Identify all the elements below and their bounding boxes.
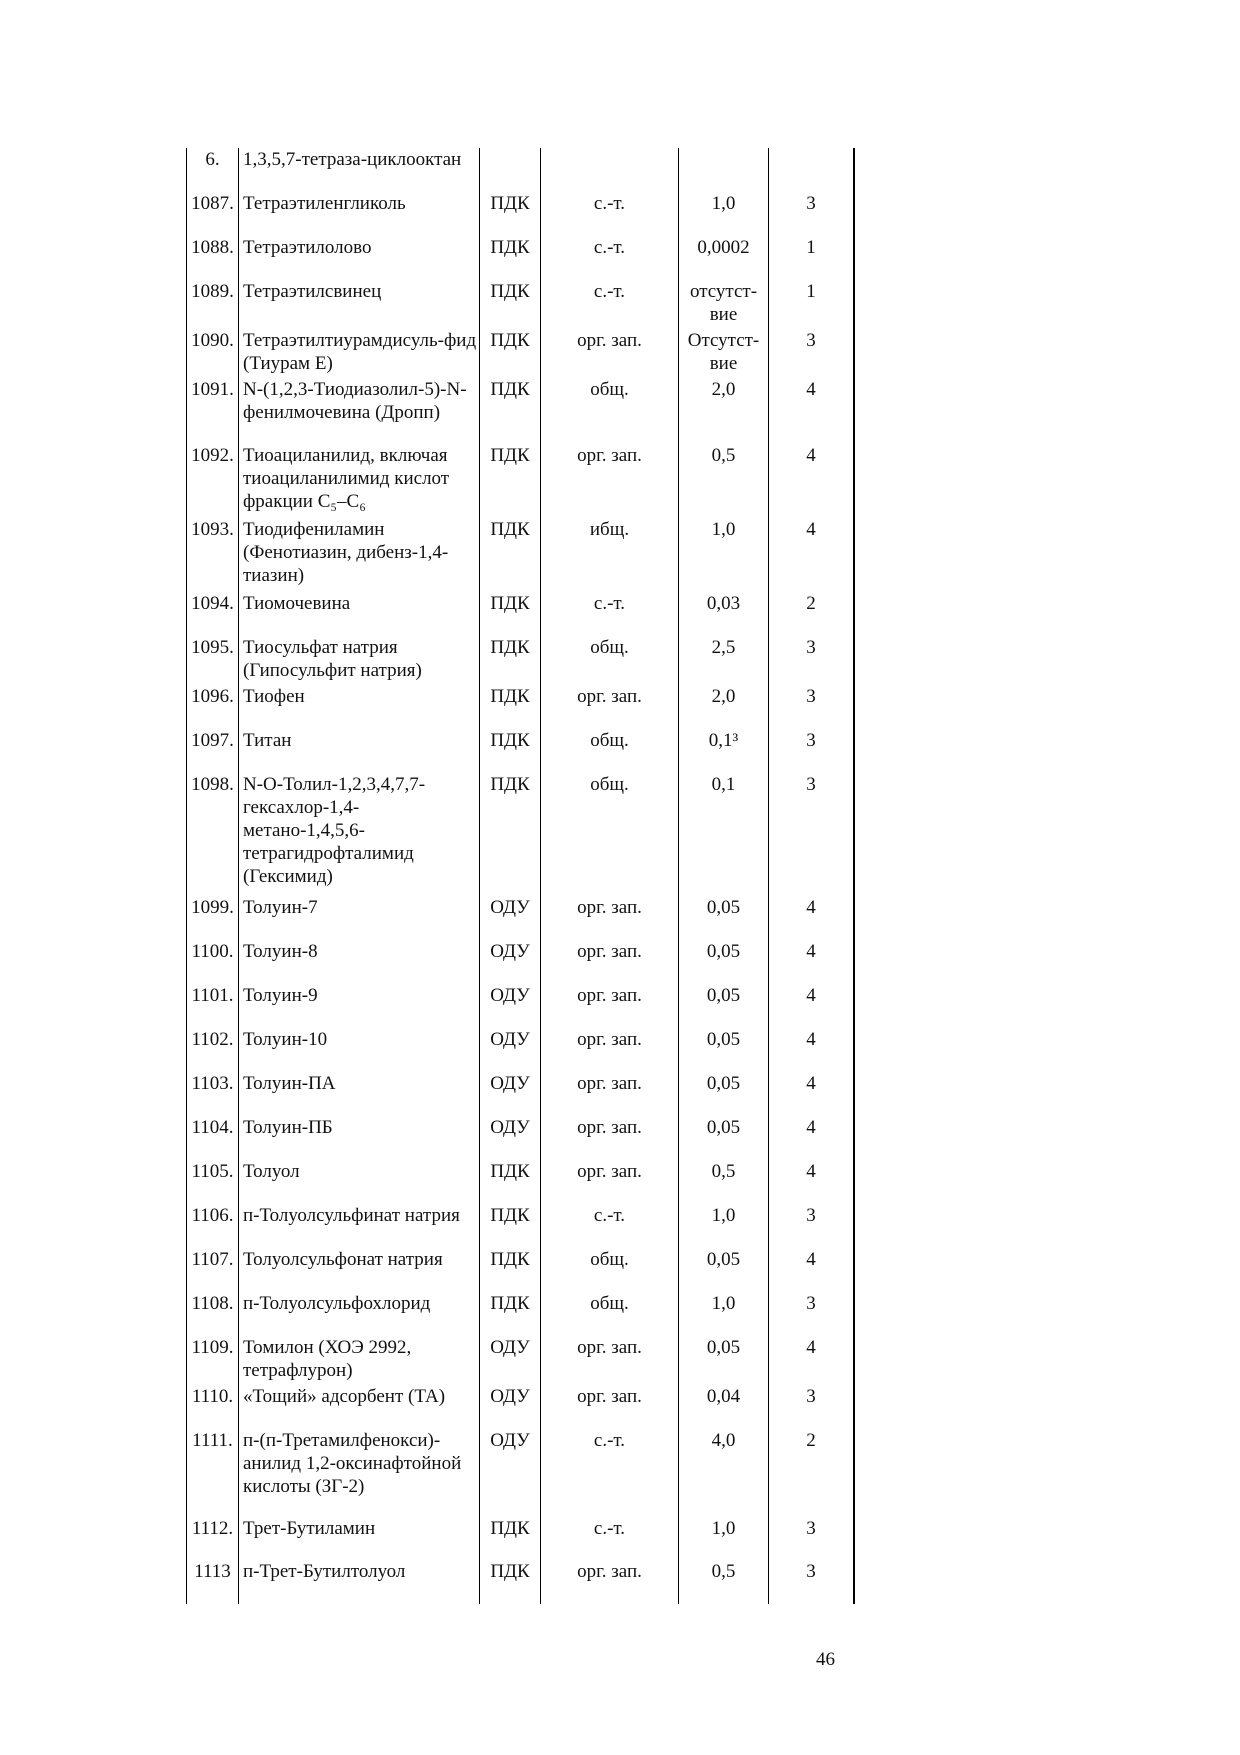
substance-name: п-Толуолсульфохлорид — [239, 1292, 480, 1336]
table-row — [187, 1028, 855, 1072]
standard-type: ОДУ — [480, 896, 541, 940]
row-number: 1104. — [187, 1116, 239, 1160]
hazard-indicator: орг. зап. — [541, 1385, 679, 1429]
row-number: 1090. — [187, 329, 239, 378]
substance-name: п-Толуолсульфинат натрия — [239, 1204, 480, 1248]
concentration-value: 0,0002 — [679, 236, 769, 280]
table-row — [187, 773, 855, 896]
hazard-class: 4 — [769, 1160, 855, 1204]
standard-type: ПДК — [480, 444, 541, 518]
substance-name: Толуолсульфонат натрия — [239, 1248, 480, 1292]
standard-type: ПДК — [480, 518, 541, 592]
hazard-class: 3 — [769, 636, 855, 685]
substance-name: «Тощий» адсорбент (ТА) — [239, 1385, 480, 1429]
substance-name: Тетраэтилтиурамдисуль-фид (Тиурам Е) — [239, 329, 480, 378]
substance-name: п-Трет-Бутилтолуол — [239, 1560, 480, 1604]
substance-name: Титан — [239, 729, 480, 773]
concentration-value: 0,5 — [679, 1560, 769, 1604]
standard-type: ОДУ — [480, 1385, 541, 1429]
hazard-class: 3 — [769, 192, 855, 236]
table-row — [187, 444, 855, 518]
concentration-value: 2,0 — [679, 685, 769, 729]
table-row — [187, 1248, 855, 1292]
concentration-value: 2,0 — [679, 378, 769, 444]
hazard-indicator: орг. зап. — [541, 444, 679, 518]
substance-name: Тетраэтилсвинец — [239, 280, 480, 329]
row-number: 1088. — [187, 236, 239, 280]
concentration-value — [679, 148, 769, 192]
table-row — [187, 1385, 855, 1429]
hazard-indicator: с.-т. — [541, 280, 679, 329]
hazard-class: 3 — [769, 1385, 855, 1429]
hazard-class: 3 — [769, 773, 855, 896]
page-number: 46 — [816, 1649, 835, 1670]
hazard-indicator: общ. — [541, 378, 679, 444]
table-row — [187, 148, 855, 192]
hazard-indicator: орг. зап. — [541, 984, 679, 1028]
table-row — [187, 1292, 855, 1336]
hazard-indicator: орг. зап. — [541, 940, 679, 984]
hazard-class: 4 — [769, 444, 855, 518]
table-row — [187, 1336, 855, 1385]
row-number: 1111. — [187, 1429, 239, 1517]
standard-type: ОДУ — [480, 1028, 541, 1072]
concentration-value: 0,05 — [679, 1028, 769, 1072]
hazard-class: 4 — [769, 984, 855, 1028]
hazard-class: 4 — [769, 1116, 855, 1160]
substance-name: Толуин-7 — [239, 896, 480, 940]
hazard-indicator: с.-т. — [541, 1517, 679, 1561]
concentration-value: 0,05 — [679, 984, 769, 1028]
standard-type: ОДУ — [480, 940, 541, 984]
hazard-indicator: с.-т. — [541, 236, 679, 280]
row-number: 1087. — [187, 192, 239, 236]
hazard-indicator: орг. зап. — [541, 685, 679, 729]
standard-type: ОДУ — [480, 1116, 541, 1160]
standard-type: ПДК — [480, 1292, 541, 1336]
concentration-value: 0,05 — [679, 1336, 769, 1385]
hazard-class: 4 — [769, 896, 855, 940]
row-number: 1109. — [187, 1336, 239, 1385]
standard-type: ПДК — [480, 280, 541, 329]
table-row — [187, 984, 855, 1028]
concentration-value: 2,5 — [679, 636, 769, 685]
hazard-class: 3 — [769, 1292, 855, 1336]
concentration-value: 0,05 — [679, 1248, 769, 1292]
hazard-class: 4 — [769, 378, 855, 444]
table-row — [187, 192, 855, 236]
table-row — [187, 280, 855, 329]
standard-type: ПДК — [480, 685, 541, 729]
substance-name: N-(1,2,3-Тиодиазолил-5)-N-фенилмочевина (Дропп) — [239, 378, 480, 444]
table-row — [187, 1560, 855, 1604]
row-number: 1100. — [187, 940, 239, 984]
standard-type: ПДК — [480, 592, 541, 636]
hazard-indicator: орг. зап. — [541, 896, 679, 940]
hazard-indicator: орг. зап. — [541, 1028, 679, 1072]
substance-name: 1,3,5,7-тетраза-циклооктан — [239, 148, 480, 192]
substance-name: Толуин-8 — [239, 940, 480, 984]
substance-name: Тетраэтилолово — [239, 236, 480, 280]
concentration-value: 0,05 — [679, 940, 769, 984]
hazard-indicator — [541, 148, 679, 192]
concentration-value: 1,0 — [679, 1292, 769, 1336]
substance-name: Тетраэтиленгликоль — [239, 192, 480, 236]
row-number: 1096. — [187, 685, 239, 729]
row-number: 1094. — [187, 592, 239, 636]
hazard-class: 1 — [769, 236, 855, 280]
standard-type: ПДК — [480, 1160, 541, 1204]
row-number: 1089. — [187, 280, 239, 329]
concentration-value: 1,0 — [679, 1204, 769, 1248]
table-row — [187, 1517, 855, 1561]
standard-type: ПДК — [480, 1517, 541, 1561]
hazard-class: 4 — [769, 1072, 855, 1116]
hazard-class: 1 — [769, 280, 855, 329]
hazard-indicator: ибщ. — [541, 518, 679, 592]
standard-type: ПДК — [480, 1204, 541, 1248]
substance-name: Тиосульфат натрия (Гипосульфит натрия) — [239, 636, 480, 685]
concentration-value: 0,5 — [679, 444, 769, 518]
row-number: 1103. — [187, 1072, 239, 1116]
substance-name: Томилон (ХОЭ 2992, тетрафлурон) — [239, 1336, 480, 1385]
concentration-value: 0,05 — [679, 896, 769, 940]
row-number: 1092. — [187, 444, 239, 518]
hazard-class: 4 — [769, 1248, 855, 1292]
hazard-class: 3 — [769, 329, 855, 378]
concentration-value: 1,0 — [679, 1517, 769, 1561]
hazard-indicator: орг. зап. — [541, 1116, 679, 1160]
hazard-class: 2 — [769, 1429, 855, 1517]
row-number: 1099. — [187, 896, 239, 940]
standard-type: ПДК — [480, 1248, 541, 1292]
substance-name: Толуин-10 — [239, 1028, 480, 1072]
row-number: 1098. — [187, 773, 239, 896]
concentration-value: 0,5 — [679, 1160, 769, 1204]
row-number: 1112. — [187, 1517, 239, 1561]
substance-name: Трет-Бутиламин — [239, 1517, 480, 1561]
table-row — [187, 1429, 855, 1517]
row-number: 1113 — [187, 1560, 239, 1604]
concentration-value: отсутст-вие — [679, 280, 769, 329]
row-number: 1097. — [187, 729, 239, 773]
hazard-indicator: общ. — [541, 1248, 679, 1292]
hazard-indicator: с.-т. — [541, 1429, 679, 1517]
table-row — [187, 236, 855, 280]
table-row — [187, 329, 855, 378]
row-number: 1091. — [187, 378, 239, 444]
hazard-indicator: орг. зап. — [541, 1072, 679, 1116]
hazard-class: 4 — [769, 1028, 855, 1072]
substance-name: Толуол — [239, 1160, 480, 1204]
standard-type: ПДК — [480, 773, 541, 896]
concentration-value: 0,1 — [679, 773, 769, 896]
hazard-class: 4 — [769, 1336, 855, 1385]
hazard-indicator: общ. — [541, 729, 679, 773]
table-row — [187, 940, 855, 984]
substances-table — [186, 148, 855, 1604]
row-number: 1093. — [187, 518, 239, 592]
substance-name: Толуин-9 — [239, 984, 480, 1028]
table-body — [187, 148, 855, 1604]
concentration-value: 1,0 — [679, 518, 769, 592]
hazard-class: 3 — [769, 685, 855, 729]
substance-name: п-(п-Третамилфенокси)-анилид 1,2-оксинафтойной кислоты (ЗГ-2) — [239, 1429, 480, 1517]
hazard-class: 3 — [769, 1204, 855, 1248]
row-number: 1101. — [187, 984, 239, 1028]
table-row — [187, 636, 855, 685]
table-row — [187, 1160, 855, 1204]
hazard-class: 3 — [769, 729, 855, 773]
substance-name: Тиодифениламин (Фенотиазин, дибенз-1,4-тиазин) — [239, 518, 480, 592]
hazard-class: 2 — [769, 592, 855, 636]
hazard-class — [769, 148, 855, 192]
hazard-class: 4 — [769, 518, 855, 592]
row-number: 1105. — [187, 1160, 239, 1204]
standard-type: ОДУ — [480, 1429, 541, 1517]
table-row — [187, 378, 855, 444]
table-row — [187, 1204, 855, 1248]
row-number: 1107. — [187, 1248, 239, 1292]
hazard-indicator: общ. — [541, 1292, 679, 1336]
substance-name: Тиоациланилид, включая тиоациланилимид кислот фракции C₅–C₆ — [239, 444, 480, 518]
standard-type: ПДК — [480, 729, 541, 773]
hazard-indicator: орг. зап. — [541, 1336, 679, 1385]
standard-type: ОДУ — [480, 984, 541, 1028]
standard-type: ПДК — [480, 378, 541, 444]
hazard-class: 4 — [769, 940, 855, 984]
row-number: 6. — [187, 148, 239, 192]
substance-name: N-O-Толил-1,2,3,4,7,7-гексахлор-1,4-метано-1,4,5,6-тетрагидрофталимид (Гексимид) — [239, 773, 480, 896]
substance-name: Толуин-ПА — [239, 1072, 480, 1116]
table-row — [187, 685, 855, 729]
hazard-indicator: орг. зап. — [541, 329, 679, 378]
row-number: 1108. — [187, 1292, 239, 1336]
concentration-value: 4,0 — [679, 1429, 769, 1517]
standard-type: ПДК — [480, 329, 541, 378]
table-row — [187, 518, 855, 592]
hazard-indicator: общ. — [541, 636, 679, 685]
concentration-value: Отсутст-вие — [679, 329, 769, 378]
table-row — [187, 592, 855, 636]
hazard-indicator: общ. — [541, 773, 679, 896]
standard-type: ПДК — [480, 192, 541, 236]
standard-type: ПДК — [480, 1560, 541, 1604]
hazard-indicator: орг. зап. — [541, 1160, 679, 1204]
table-row — [187, 896, 855, 940]
substance-name: Тиофен — [239, 685, 480, 729]
substance-name: Толуин-ПБ — [239, 1116, 480, 1160]
standard-type: ПДК — [480, 236, 541, 280]
standard-type: ОДУ — [480, 1336, 541, 1385]
row-number: 1095. — [187, 636, 239, 685]
hazard-indicator: с.-т. — [541, 1204, 679, 1248]
concentration-value: 0,03 — [679, 592, 769, 636]
hazard-indicator: орг. зап. — [541, 1560, 679, 1604]
hazard-indicator: с.-т. — [541, 592, 679, 636]
hazard-indicator: с.-т. — [541, 192, 679, 236]
concentration-value: 1,0 — [679, 192, 769, 236]
standard-type — [480, 148, 541, 192]
concentration-value: 0,1³ — [679, 729, 769, 773]
table-row — [187, 729, 855, 773]
concentration-value: 0,05 — [679, 1116, 769, 1160]
hazard-class: 3 — [769, 1517, 855, 1561]
concentration-value: 0,05 — [679, 1072, 769, 1116]
standard-type: ОДУ — [480, 1072, 541, 1116]
hazard-class: 3 — [769, 1560, 855, 1604]
row-number: 1106. — [187, 1204, 239, 1248]
table-row — [187, 1116, 855, 1160]
substance-name: Тиомочевина — [239, 592, 480, 636]
concentration-value: 0,04 — [679, 1385, 769, 1429]
table-row — [187, 1072, 855, 1116]
standard-type: ПДК — [480, 636, 541, 685]
row-number: 1102. — [187, 1028, 239, 1072]
row-number: 1110. — [187, 1385, 239, 1429]
